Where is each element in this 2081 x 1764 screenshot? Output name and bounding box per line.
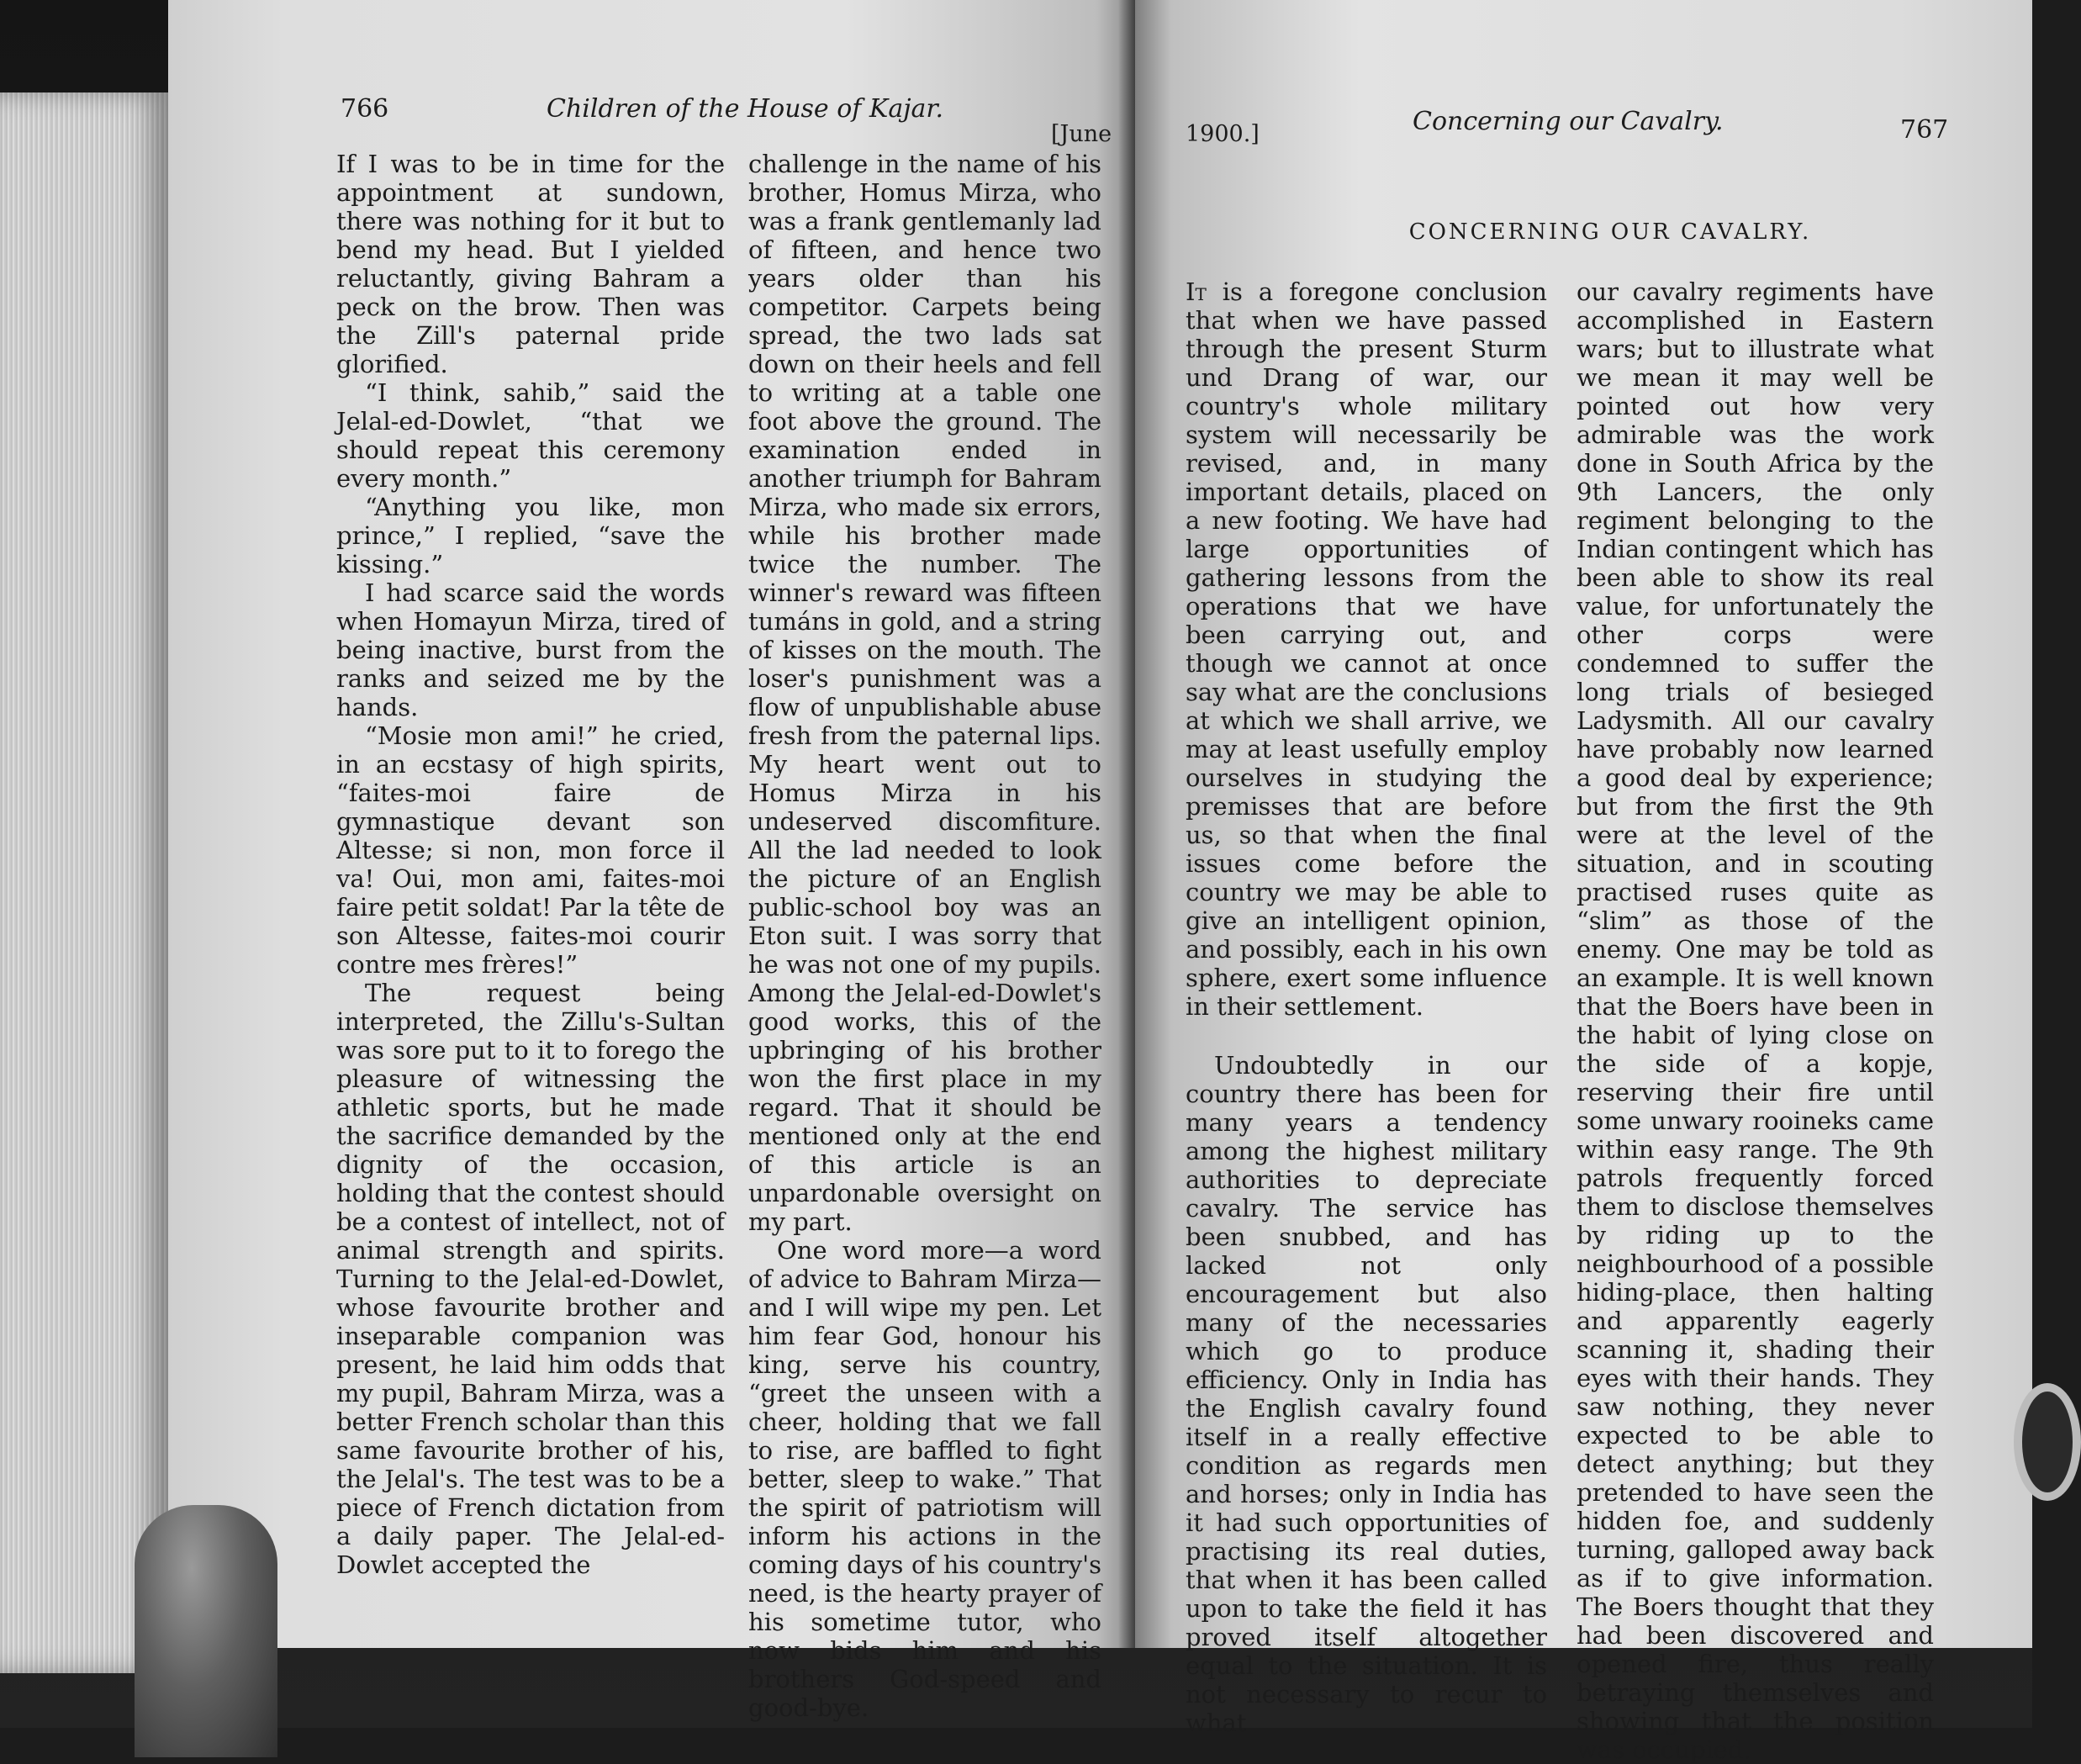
left-column-2 [748, 150, 1101, 1722]
left-running-title: Children of the House of Kajar. [547, 94, 943, 124]
paragraph [1186, 277, 1547, 1021]
paragraph: I had scarce said the words when Homayun Mirza, tired of being inactive, burst from the ranks and seized me by the hands. [336, 578, 725, 721]
paragraph: “Mosie mon ami!” he cried, in an ecstasy of high spirits, “faites-moi faire de gymnastique devant son Altesse; si non, mon force il va! Oui, mon ami, faites-moi faire petit soldat! Par la tête de son Altesse, faites-moi courir contre mes frères!” [336, 721, 726, 979]
ring [2014, 1383, 2081, 1501]
paragraph: “I think, sahib,” said the Jelal-ed-Dowlet, “that we should repeat this ceremony every month.” [336, 378, 725, 493]
paragraph: One word more—a word of advice to Bahram Mirza—and I will wipe my pen. Let him fear God, honour his king, serve his country, “greet the unseen with a cheer, holding that we fall to rise, are baffled to fight better, sleep to wake.” That the spirit of patriotism will inform his actions in the coming days of his country's need, is the hearty prayer of his sometime tutor, who now bids him and his brothers God-speed and good-bye. [748, 1236, 1101, 1722]
paragraph: “Anything you like, mon prince,” I replied, “save the kissing.” [336, 493, 725, 578]
article-title: CONCERNING OUR CAVALRY. [1408, 219, 1812, 245]
right-running-date: 1900.] [1186, 121, 1260, 147]
right-column-1 [1186, 277, 1547, 1737]
left-page-number: 766 [341, 94, 389, 124]
paragraph: If I was to be in time for the appointment at sundown, there was nothing for it but to bend my head. But I yielded reluctantly, giving Bahram a peck on the brow. Then was the Zill's paternal pride glorified. [336, 150, 725, 378]
page-edges [0, 92, 168, 1673]
right-page [1135, 0, 2032, 1764]
left-page [168, 0, 1135, 1722]
paragraph: Undoubtedly in our country there has been for many years a tendency among the highest military authorities to depreciate cavalry. The service has been snubbed, and has lacked not only encouragement but also many of the necessaries which go to produce efficiency. Only in India has the English cavalry found itself in a really effective condition as regards men and horses; only in India has it had such opportunities of practising its real duties, that when it has been called upon to take the field it has proved itself altogether equal to the situation. It is not necessary to recur to what [1186, 1051, 1547, 1737]
paragraph: our cavalry regiments have accomplished in Eastern wars; but to illustrate what we mean it may well be pointed out how very admirable was the work done in South Africa by the 9th Lancers, the only regiment belonging to the Indian contingent which has been able to show its real value, for unfortunately the other corps were condemned to suffer the long trials of besieged Ladysmith. All our cavalry have probably now learned a good deal by experience; but from the first the 9th were at the level of the situation, and in scouting practised ruses quite as “slim” as those of the enemy. One may be told as an example. It is well known that the Boers have been in the habit of lying close on the side of a kopje, reserving their fire until some unwary rooineks came within easy range. The 9th patrols frequently forced them to disclose themselves by riding up to the neighbourhood of a possible hiding-place, then halting and apparently eagerly scanning it, shading their eyes with their hands. They saw nothing, they never expected to be able to detect anything; but they pretended to have seen the hidden foe, and suddenly turning, galloped away back as if to give information. The Boers thought that they had been discovered and opened fire, thus really betraying themselves and showing that the position was occupied. [1577, 277, 1934, 1764]
right-page-number: 767 [1900, 115, 1949, 145]
paragraph: challenge in the name of his brother, Homus Mirza, who was a frank gentlemanly lad of fifteen, and hence two years older than his competitor. Carpets being spread, the two lads sat down on their heels and fell to writing at a table one foot above the ground. The examination ended in another triumph for Bahram Mirza, who made six errors, while his brother made twice the number. The winner's reward was fifteen tumáns in gold, and a string of kisses on the mouth. The loser's punishment was a flow of unpublishable abuse fresh from the paternal lips. My heart went out to Homus Mirza in his undeserved discomfiture. All the lad needed to look the picture of an English public-school boy was an Eton suit. I was sorry that he was not one of my pupils. Among the Jelal-ed-Dowlet's good works, this of the upbringing of his brother won the first place in my regard. That it should be mentioned only at the end of this article is an unpardonable oversight on my part. [748, 150, 1101, 1236]
opening-word: It [1186, 277, 1207, 306]
left-running-date: [June [1051, 121, 1112, 147]
thumb [135, 1505, 277, 1757]
paragraph: The request being interpreted, the Zillu's-Sultan was sore put to it to forego the pleasure of witnessing the athletic sports, but he made the sacrifice demanded by the dignity of the occasion, holding that the contest should be a contest of intellect, not of animal strength and spirits. Turning to the Jelal-ed-Dowlet, whose favourite brother and inseparable companion was present, he laid him odds that my pupil, Bahram Mirza, was a better French scholar than this same favourite brother of his, the Jelal's. The test was to be a piece of French dictation from a daily paper. The Jelal-ed-Dowlet accepted the [336, 979, 725, 1579]
left-column-1 [336, 150, 725, 1579]
right-running-title: Concerning our Cavalry. [1413, 107, 1724, 136]
paragraph-text: is a foregone conclusion that when we have passed through the present Sturm und Drang of war, our country's whole military system will necessarily be revised, and, in many important details, placed on a new footing. We have had large opportunities of gathering lessons from the operations that we have been carrying out, and though we cannot at once say what are the conclusions at which we shall arrive, we may at least usefully employ ourselves in studying the premisses that are before us, so that when the final issues come before the country we may be able to give an intelligent opinion, and possibly, each in his own sphere, exert some influence in their settlement. [1186, 277, 1547, 1021]
right-column-2 [1577, 277, 1934, 1764]
